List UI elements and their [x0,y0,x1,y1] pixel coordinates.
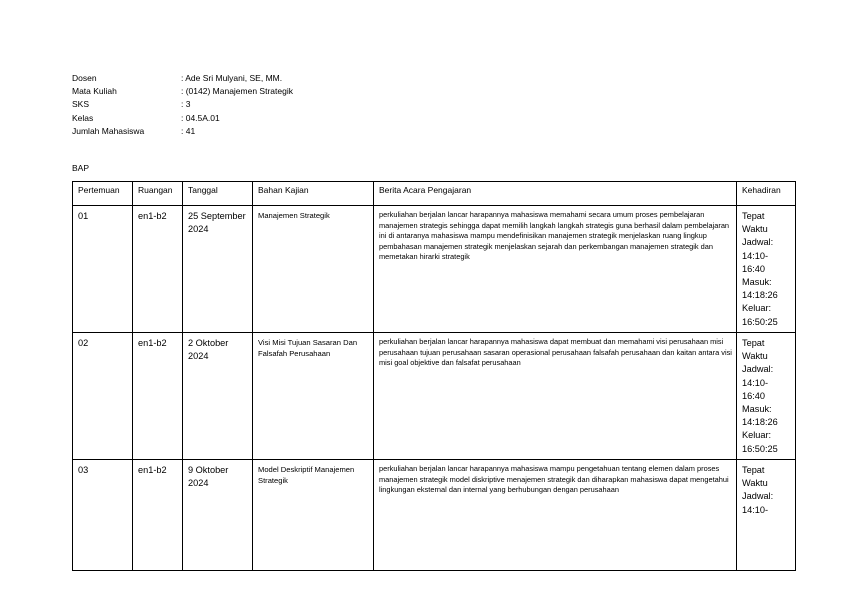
section-label: BAP [72,163,90,173]
cell-tanggal: 2 Oktober 2024 [183,333,253,460]
info-label: Dosen [72,73,97,83]
cell-ruangan: en1-b2 [133,206,183,333]
cell-ruangan: en1-b2 [133,333,183,460]
table-row [73,333,796,460]
info-label: Mata Kuliah [72,86,117,97]
info-row-mata-kuliah [72,85,293,98]
cell-ruangan: en1-b2 [133,460,183,571]
info-label: SKS [72,99,90,110]
column-header-bahan-kajian: Bahan Kajian [253,182,374,206]
cell-bahan-kajian: Visi Misi Tujuan Sasaran Dan Falsafah Perusahaan [253,333,374,460]
info-row-sks [72,98,293,111]
column-header-pertemuan: Pertemuan [73,182,133,206]
table-row [73,206,796,333]
cell-berita-acara: perkuliahan berjalan lancar harapannya mahasiswa mampu pengetahuan tentang elemen dalam proses manajemen strategik model diskriptive menajemen strategik dan diharapkan mahasiswa dapat mengetahui lingkungan eksternal dan internal yang berhubungan dengan perusahaan [374,460,737,571]
column-header-ruangan: Ruangan [133,182,183,206]
cell-tanggal: 9 Oktober 2024 [183,460,253,571]
info-value: : Ade Sri Mulyani, SE, MM. [181,73,283,83]
info-label: Jumlah Mahasiswa [72,125,145,136]
cell-pertemuan: 03 [73,460,133,571]
cell-tanggal: 25 September 2024 [183,206,253,333]
cell-berita-acara: perkuliahan berjalan lancar harapannya mahasiswa memahami secara umum proses pembelajaran manajemen strategis sehingga dapat memilih langkah langkah strategis guna berhasil dalam pembelajaran ini di antaranya mahasiswa mampu mendefinisikan manajemen strategik menjelaskan ruang lingkup pembahasan manajemen strategik menjelaskan sejarah dan perkembangan manajemen strategik dan memetakan hirarki strategik [374,206,737,333]
course-info [72,72,293,138]
cell-kehadiran: Tepat Waktu Jadwal: 14:10-16:40 Masuk: 14:18:26 Keluar: 16:50:25 [737,333,796,460]
cell-bahan-kajian: Model Deskriptif Manajemen Strategik [253,460,374,571]
cell-bahan-kajian: Manajemen Strategik [253,206,374,333]
bap-table [72,181,796,571]
info-value: : 41 [181,125,196,136]
info-row-kelas [72,112,293,125]
info-value: : (0142) Manajemen Strategik [181,86,293,97]
table-header-row [73,182,796,206]
cell-pertemuan: 01 [73,206,133,333]
column-header-tanggal: Tanggal [183,182,253,206]
table-row [73,460,796,571]
info-label: Kelas [72,112,94,123]
cell-kehadiran: Tepat Waktu Jadwal: 14:10- [737,460,796,571]
cell-kehadiran: Tepat Waktu Jadwal: 14:10-16:40 Masuk: 14:18:26 Keluar: 16:50:25 [737,206,796,333]
cell-berita-acara: perkuliahan berjalan lancar harapannya mahasiswa dapat membuat dan memahami visi perusahaan misi perusahaan tujuan perusahaan sasaran operasional perusahaan falsafah perusahaan dan kaitan antara visi misi goal objektive dan falsafat perusahaan [374,333,737,460]
info-row-jumlah-mahasiswa [72,125,293,138]
info-value: : 04.5A.01 [181,112,220,123]
column-header-kehadiran: Kehadiran [737,182,796,206]
column-header-berita-acara: Berita Acara Pengajaran [374,182,737,206]
info-value: : 3 [181,99,191,110]
info-row-dosen [72,72,293,85]
cell-pertemuan: 02 [73,333,133,460]
